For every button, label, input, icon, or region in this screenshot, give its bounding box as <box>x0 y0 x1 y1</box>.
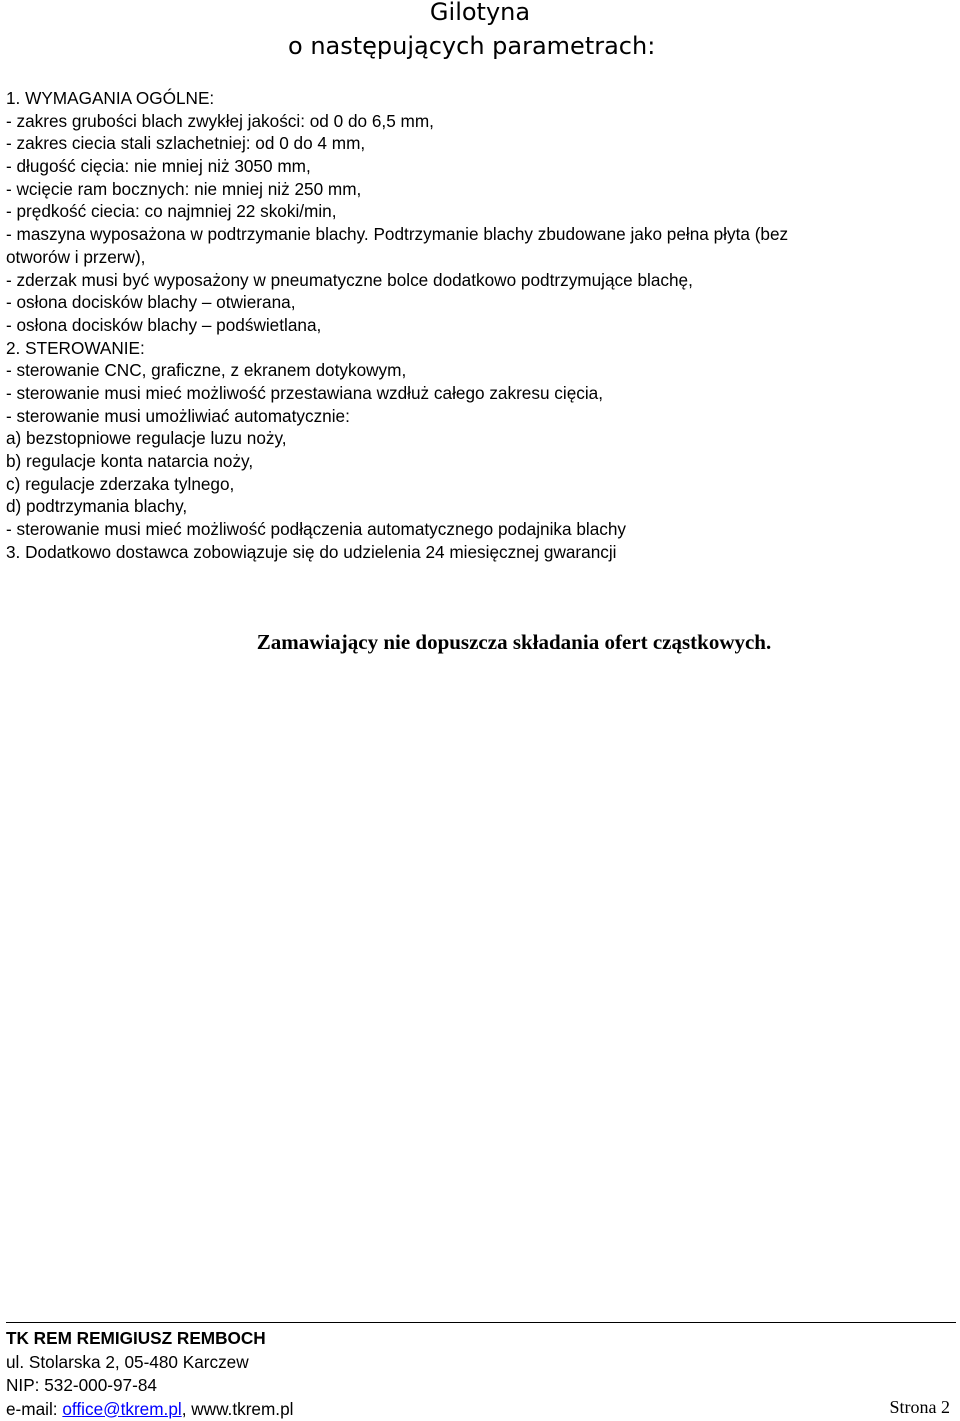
list-item: - zakres ciecia stali szlachetniej: od 0 do 4 mm, <box>6 133 366 154</box>
list-item: - zakres grubości blach zwykłej jakości: od 0 do 6,5 mm, <box>6 110 434 131</box>
contact-separator: , <box>181 1398 192 1419</box>
page-title-text: Gilotyna <box>429 0 531 26</box>
list-item: - prędkość ciecia: co najmniej 22 skoki/min, <box>6 201 337 222</box>
footer <box>6 1327 956 1421</box>
list-item: d) podtrzymania blachy, <box>6 496 188 517</box>
section-heading-general: 1. WYMAGANIA OGÓLNE: <box>6 88 215 108</box>
email-link[interactable]: office@tkrem.pl <box>62 1398 182 1419</box>
requirements-list <box>6 87 956 563</box>
section-heading-warranty: 3. Dodatkowo dostawca zobowiązuje się do udzielenia 24 miesięcznej gwarancji <box>6 541 617 562</box>
list-item: - sterowanie musi mieć możliwość podłączenia automatycznego podajnika blachy <box>6 519 627 540</box>
list-item: c) regulacje zderzaka tylnego, <box>6 473 235 494</box>
section-heading-control: 2. STEROWANIE: <box>6 337 145 358</box>
list-item: - długość cięcia: nie mniej niż 3050 mm, <box>6 156 311 177</box>
list-item: a) bezstopniowe regulacje luzu noży, <box>6 428 287 449</box>
company-name: TK REM REMIGIUSZ REMBOCH <box>6 1328 266 1348</box>
company-nip: NIP: 532-000-97-84 <box>6 1375 157 1395</box>
list-item: - wcięcie ram bocznych: nie mniej niż 250 mm, <box>6 178 362 199</box>
list-item: - sterowanie musi umożliwiać automatycznie: <box>6 405 350 426</box>
list-item: - sterowanie musi mieć możliwość przestawiana wzdłuż całego zakresu cięcia, <box>6 382 604 403</box>
email-label: e-mail: <box>6 1398 63 1419</box>
page-title <box>0 0 960 28</box>
website-text: www.tkrem.pl <box>191 1398 294 1419</box>
list-item: - zderzak musi być wyposażony w pneumatyczne bolce dodatkowo podtrzymujące blachę, <box>6 269 693 290</box>
partial-offers-notice: Zamawiający nie dopuszcza składania ofert cząstkowych. <box>256 630 772 654</box>
list-item: - maszyna wyposażona w podtrzymanie blachy. Podtrzymanie blachy zbudowane jako pełna płyta (bez <box>6 224 789 245</box>
footer-divider <box>6 1322 956 1323</box>
list-item-continuation: otworów i przerw), <box>6 246 146 267</box>
page-subtitle: o następujących parametrach: <box>288 32 656 60</box>
list-item: b) regulacje konta natarcia noży, <box>6 451 254 471</box>
contact-line <box>6 1398 956 1421</box>
list-item: - osłona docisków blachy – podświetlana, <box>6 314 322 335</box>
company-address: ul. Stolarska 2, 05-480 Karczew <box>6 1351 249 1372</box>
list-item: - osłona docisków blachy – otwierana, <box>6 292 296 313</box>
list-item: - sterowanie CNC, graficzne, z ekranem dotykowym, <box>6 360 407 381</box>
page-number: Strona 2 <box>889 1397 950 1417</box>
